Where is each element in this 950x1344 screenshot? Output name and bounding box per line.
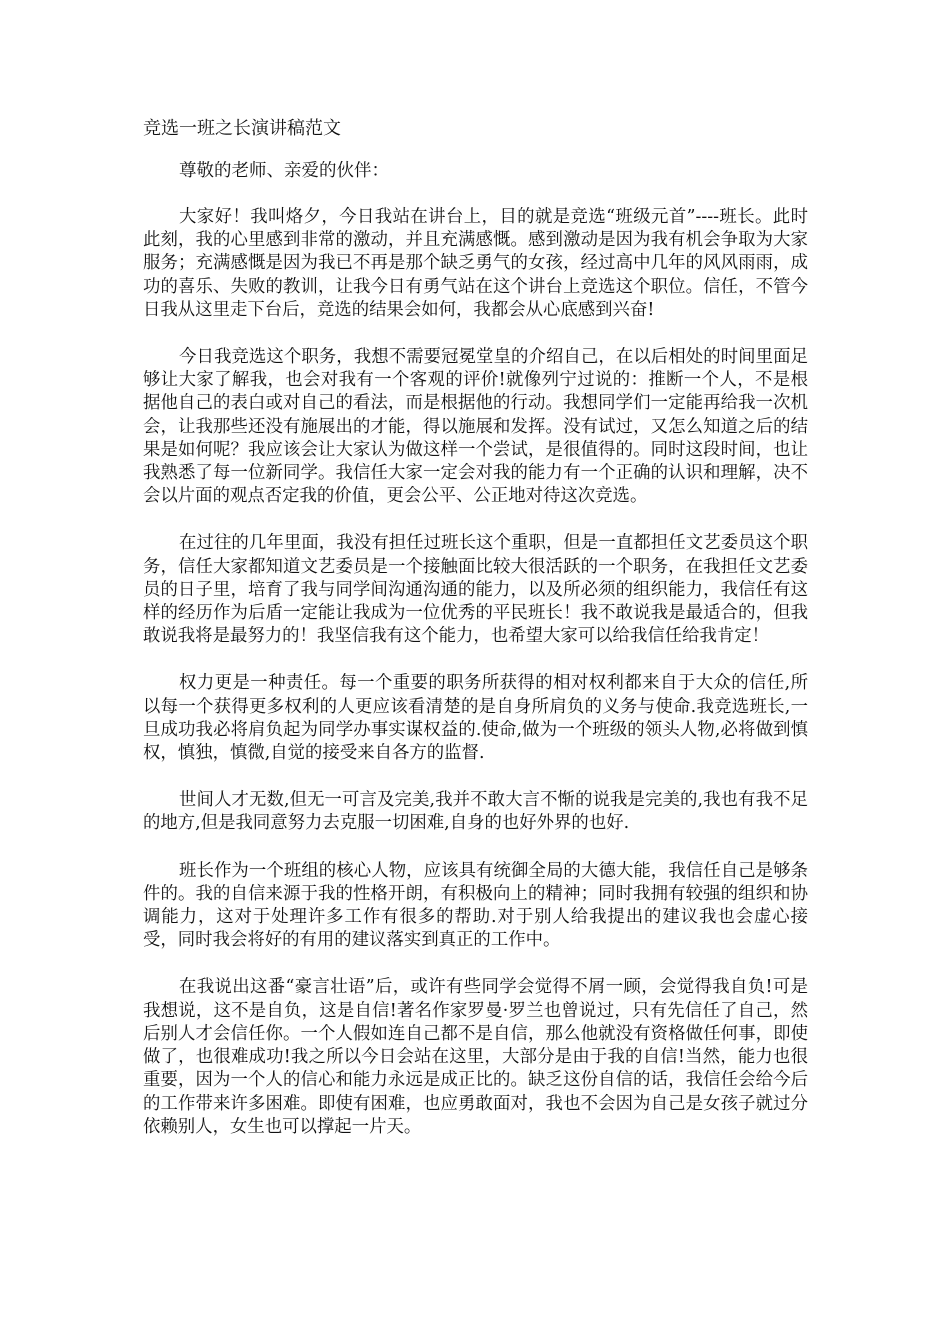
document-body [143, 118, 808, 1139]
paragraph-qualifications: 班长作为一个班组的核心人物，应该具有统御全局的大德大能，我信任自己是够条件的。我的自信来源于我的性格开朗，有积极向上的精神；同时我拥有较强的组织和协调能力，这对于处理许多工作有很多的帮助.对于别人给我提出的建议我也会虚心接受，同时我会将好的有用的建议落实到真正的工作中。 [143, 860, 808, 951]
paragraph-responsibility: 权力更是一种责任。每一个重要的职务所获得的相对权利都来自于大众的信任,所以每一个获得更多权利的人更应该看清楚的是自身所肩负的义务与使命.我竞选班长,一旦成功我必将肩负起为同学办事实谋权益的.使命,做为一个班级的领头人物,必将做到慎权，慎独，慎微,自觉的接受来自各方的监督. [143, 673, 808, 764]
paragraph-experience: 在过往的几年里面，我没有担任过班长这个重职，但是一直都担任文艺委员这个职务，信任大家都知道文艺委员是一个接触面比较大很活跃的一个职务，在我担任文艺委员的日子里，培育了我与同学间沟通沟通的能力，以及所必须的组织能力，我信任有这样的经历作为后盾一定能让我成为一位优秀的平民班长！我不敢说我是最适合的，但我敢说我将是最努力的！我坚信我有这个能力，也希望大家可以给我信任给我肯定！ [143, 533, 808, 647]
salutation: 尊敬的老师、亲爱的伙伴： [179, 161, 389, 181]
document-title: 竞选一班之长演讲稿范文 [143, 118, 341, 139]
paragraph-confidence: 在我说出这番“豪言壮语”后，或许有些同学会觉得不屑一顾，会觉得我自负!可是我想说，这不是自负，这是自信!著名作家罗曼·罗兰也曾说过，只有先信任了自己，然后别人才会信任你。一个人假如连自己都不是自信，那么他就没有资格做任何事，即使做了，也很难成功!我之所以今日会站在这里，大部分是由于我的自信!当然，能力也很重要，因为一个人的信心和能力永远是成正比的。缺乏这份自信的话，我信任会给今后的工作带来许多困难。即使有困难，也应勇敢面对，我也不会因为自己是女孩子就过分依赖别人，女生也可以撑起一片天。 [143, 977, 808, 1137]
paragraph-imperfection: 世间人才无数,但无一可言及完美,我并不敢大言不惭的说我是完美的,我也有我不足的地方,但是我同意努力去克服一切困难,自身的也好外界的也好. [143, 790, 808, 834]
paragraph-self-introduction: 今日我竞选这个职务，我想不需要冠冕堂皇的介绍自己，在以后相处的时间里面足够让大家了解我，也会对我有一个客观的评价!就像列宁过说的：推断一个人，不是根据他自己的表白或对自己的看法，而是根据他的行动。我想同学们一定能再给我一次机会，让我那些还没有施展出的才能，得以施展和发挥。没有试过，又怎么知道之后的结果是如何呢？我应该会让大家认为做这样一个尝试，是很值得的。同时这段时间，也让我熟悉了每一位新同学。我信任大家一定会对我的能力有一个正确的认识和理解，决不会以片面的观点否定我的价值，更会公平、公正地对待这次竞选。 [143, 347, 808, 507]
paragraph-greeting: 大家好！我叫烙夕，今日我站在讲台上，目的就是竞选“班级元首”----班长。此时此刻，我的心里感到非常的激动，并且充满感慨。感到激动是因为我有机会争取为大家服务；充满感慨是因为我已不再是那个缺乏勇气的女孩，经过高中几年的风风雨雨，成功的喜乐、失败的教训，让我今日有勇气站在这个讲台上竞选这个职位。信任，不管今日我从这里走下台后，竞选的结果会如何，我都会从心底感到兴奋! [143, 207, 808, 320]
